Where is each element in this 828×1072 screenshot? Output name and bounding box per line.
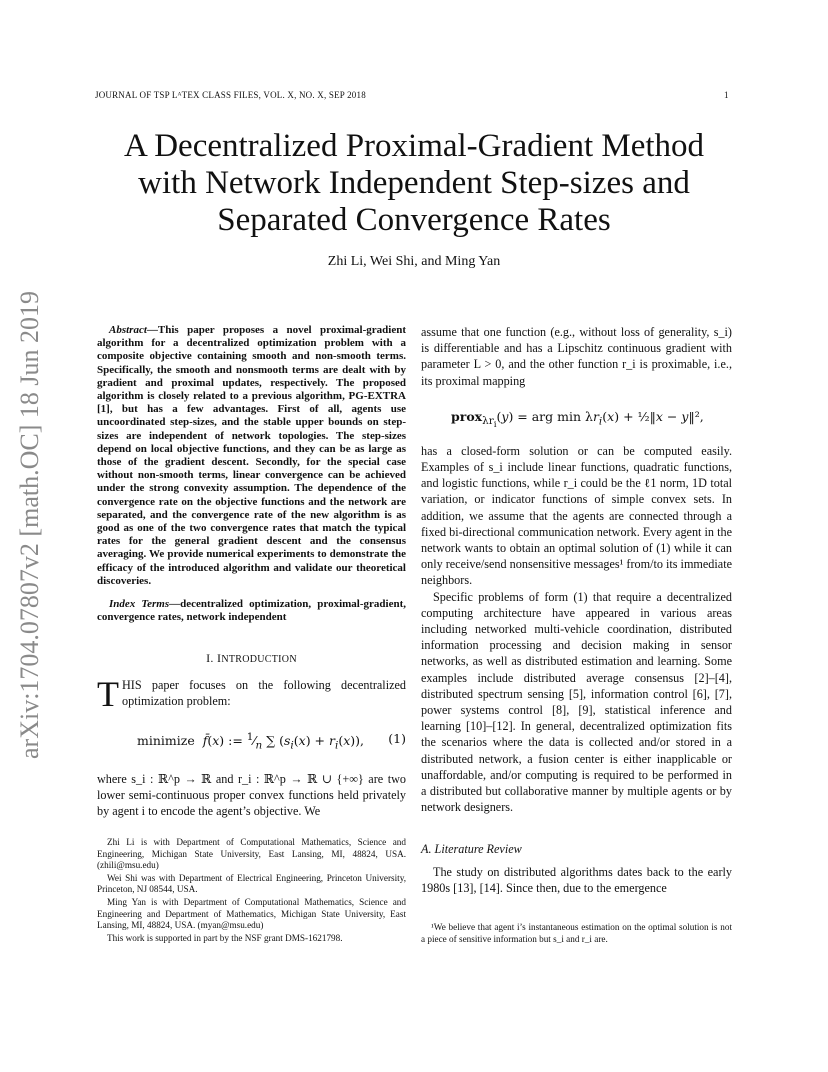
subsection-literature-review: A. Literature Review — [421, 842, 522, 857]
equation-1-body: minimize f̄(x) := $^1⁄_n$ ∑ $(s_i(x) + r_i(x))$, — [137, 731, 365, 752]
right-paragraph-2: has a closed-form solution or can be computed easily. Examples of s_i include linear functions, quadratic functions, and logistic functions, while r_i could be the ℓ1 norm, 1D total variation, or indicator functions of simple convex sets. In addition, we assume that the agents are connected through a fixed bi-directional communication network. Every agent in the network wants to obtain an optimal solution of (1) while it can only receive/send nonsensitive messages¹ from/to its immediate neighbors. — [421, 443, 732, 588]
prox-equation: prox$_{\lambda r_i}$(y) = arg $\min \lambda r_i(x)$ + ½‖x − y‖², — [451, 408, 704, 431]
footnote-ming-yan: Ming Yan is with Department of Computational Mathematics, Science and Engineering and Department of Mathematics, Michigan State University, East Lansing, MI, 48824, USA. (myan@msu.edu) — [97, 896, 406, 931]
after-equation-text: where s_i : ℝ^p → ℝ and r_i : ℝ^p → ℝ ∪ {+∞} are two lower semi-continuous proper convex functions held privately by agent i to encode the agent’s objective. We — [97, 772, 406, 819]
equation-1 — [97, 719, 406, 763]
abstract — [97, 324, 406, 588]
index-terms-lead: Index Terms — [109, 598, 170, 611]
index-terms — [97, 598, 406, 624]
right-paragraph-1: assume that one function (e.g., without loss of generality, s_i) is differentiable and has a Lipschitz continuous gradient with parameter L > 0, and the other function r_i is proximable, i.e., its proximal mapping — [421, 325, 732, 388]
footnote-zhi-li: Zhi Li is with Department of Computational Mathematics, Science and Engineering, Michigan State University, East Lansing, MI, 48824, USA. (zhili@msu.edu) — [97, 837, 406, 871]
author-footnotes — [97, 837, 406, 945]
intro-text: HIS paper focuses on the following decentralized optimization problem: — [122, 677, 406, 708]
index-terms-text: —decentralized optimization, proximal-gradient, convergence rates, network independent — [97, 598, 406, 624]
left-column — [97, 324, 406, 820]
authors: Zhi Li, Wei Shi, and Ming Yan — [327, 254, 501, 269]
intro-paragraph — [97, 673, 406, 714]
right-column — [421, 324, 732, 896]
dropcap: T — [97, 673, 119, 714]
paper-title: A Decentralized Proximal-Gradient Method with Network Independent Step-sizes and Separated Convergence Rates — [123, 128, 705, 238]
section-heading-introduction: I. INTRODUCTION — [206, 651, 297, 666]
abstract-lead: Abstract — [109, 324, 147, 336]
footnote-wei-shi: Wei Shi was with Department of Electrical Engineering, Princeton University, Princeton, NJ 08544, USA. — [97, 872, 406, 895]
abstract-text: —This paper proposes a novel proximal-gradient algorithm for a decentralized optimization problem with a composite objective containing smooth and non-smooth terms. Specifically, the smooth and nonsmooth terms are dealt with by gradient and proximal updates, respectively. The proposed algorithm is closely related to a previous algorithm, PG-EXTRA [1], but has a few advantages. First of all, agents use uncoordinated step-sizes, and the stable upper bounds on step-sizes are independent of network topologies. The step-sizes depend on local objective functions, and they can be as large as those of the gradient descent. Secondly, for the special case without non-smooth terms, linear convergence can be achieved under the strong convexity assumption. The dependence of the convergence rate on the objective functions and the network are separated, and the convergence rate of the new algorithm is as good as one of the two convergence rates that match the typical rates for the general gradient descent and the consensus averaging. We provide numerical experiments to demonstrate the efficacy of the introduced algorithm and validate our theoretical discoveries. — [97, 324, 406, 587]
arxiv-stamp: arXiv:1704.07807v2 [math.OC] 18 Jun 2019 — [15, 291, 44, 759]
footnote-1: ¹We believe that agent i’s instantaneous estimation on the optimal solution is not a piece of sensitive information but s_i and r_i are. — [421, 922, 732, 944]
running-header: JOURNAL OF TSP LᴬTEX CLASS FILES, VOL. X, NO. X, SEP 2018 — [95, 90, 366, 100]
footnote-funding: This work is supported in part by the NSF grant DMS-1621798. — [107, 932, 343, 943]
right-paragraph-4: The study on distributed algorithms dates back to the early 1980s [13], [14]. Since then, due to the emergence — [421, 864, 732, 895]
page-number: 1 — [724, 90, 729, 100]
equation-1-number: (1) — [388, 731, 406, 747]
right-paragraph-3: Specific problems of form (1) that require a decentralized computing architecture have appeared in various areas including networked multi-vehicle coordination, distributed information processing and decision making in sensor networks, as well as distributed estimation and learning. Some examples include distributed average consensus [2]–[4], distributed spectrum sensing [5], information control [6], [7], power systems control [8], [9], statistical inference and learning [10]–[12]. In general, decentralized optimization fits the scenarios where the data is collected and/or stored in a distributed network, a fusion center is either inapplicable or unaffordable, and/or computing is required to be performed in a distributed but collaborative manner by multiple agents or by network designers. — [421, 589, 732, 815]
